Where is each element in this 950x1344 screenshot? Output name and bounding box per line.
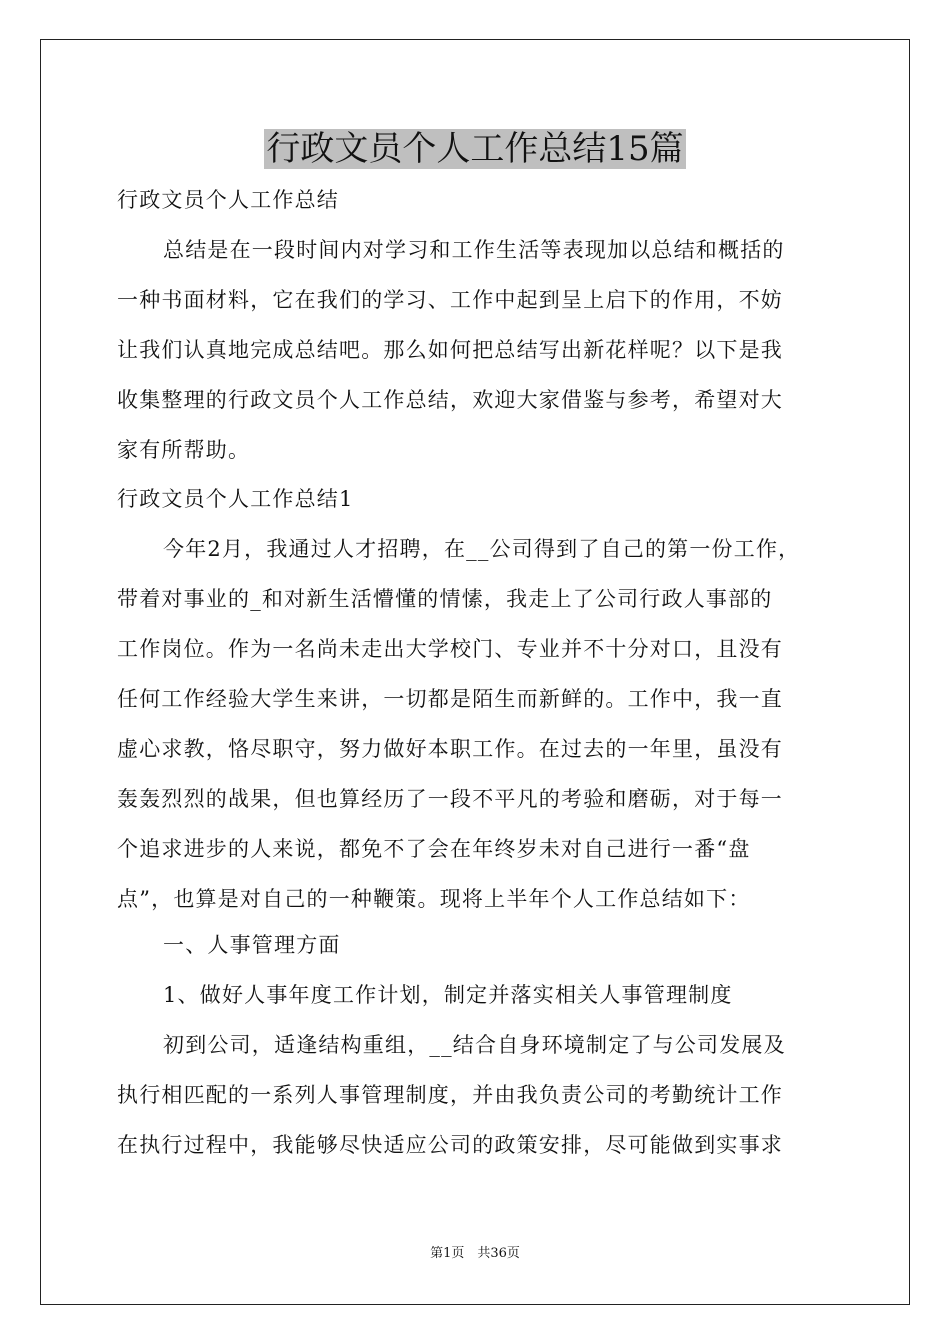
paragraph-line: 任何工作经验大学生来讲，一切都是陌生而新鲜的。工作中，我一直 xyxy=(117,687,783,711)
paragraph-line: 在执行过程中，我能够尽快适应公司的政策安排，尽可能做到实事求 xyxy=(117,1133,783,1157)
document-title: 行政文员个人工作总结15篇 xyxy=(266,129,684,169)
paragraph-line: 初到公司，适逢结构重组，__结合自身环境制定了与公司发展及 xyxy=(163,1033,786,1057)
paragraph-line: 点”，也算是对自己的一种鞭策。现将上半年个人工作总结如下： xyxy=(117,887,751,911)
paragraph-line: 一种书面材料，它在我们的学习、工作中起到呈上启下的作用，不妨 xyxy=(117,288,783,312)
paragraph-line: 轰轰烈烈的战果，但也算经历了一段不平凡的考验和磨砺，对于每一 xyxy=(117,787,783,811)
paragraph-line: 带着对事业的_和对新生活懵懂的情愫，我走上了公司行政人事部的 xyxy=(117,587,773,611)
paragraph-line: 工作岗位。作为一名尚未走出大学校门、专业并不十分对口，且没有 xyxy=(117,637,783,661)
paragraph-line: 总结是在一段时间内对学习和工作生活等表现加以总结和概括的 xyxy=(163,238,785,262)
document-title-wrap xyxy=(0,124,950,180)
subsection-heading: 一、人事管理方面 xyxy=(163,933,341,957)
subsection-heading: 1、做好人事年度工作计划，制定并落实相关人事管理制度 xyxy=(163,983,733,1007)
paragraph-line: 收集整理的行政文员个人工作总结，欢迎大家借鉴与参考，希望对大 xyxy=(117,388,783,412)
paragraph-line: 家有所帮助。 xyxy=(117,438,251,462)
paragraph-line: 让我们认真地完成总结吧。那么如何把总结写出新花样呢？以下是我 xyxy=(117,338,783,362)
section-heading: 行政文员个人工作总结 xyxy=(117,188,339,212)
section-heading: 行政文员个人工作总结1 xyxy=(117,487,354,511)
paragraph-line: 执行相匹配的一系列人事管理制度，并由我负责公司的考勤统计工作 xyxy=(117,1083,783,1107)
page-number-footer: 第1页 共36页 xyxy=(430,1246,520,1261)
paragraph-line: 虚心求教，恪尽职守，努力做好本职工作。在过去的一年里，虽没有 xyxy=(117,737,783,761)
paragraph-line: 今年2月，我通过人才招聘，在__公司得到了自己的第一份工作， xyxy=(163,537,801,561)
paragraph-line: 个追求进步的人来说，都免不了会在年终岁未对自己进行一番“盘 xyxy=(117,837,751,861)
